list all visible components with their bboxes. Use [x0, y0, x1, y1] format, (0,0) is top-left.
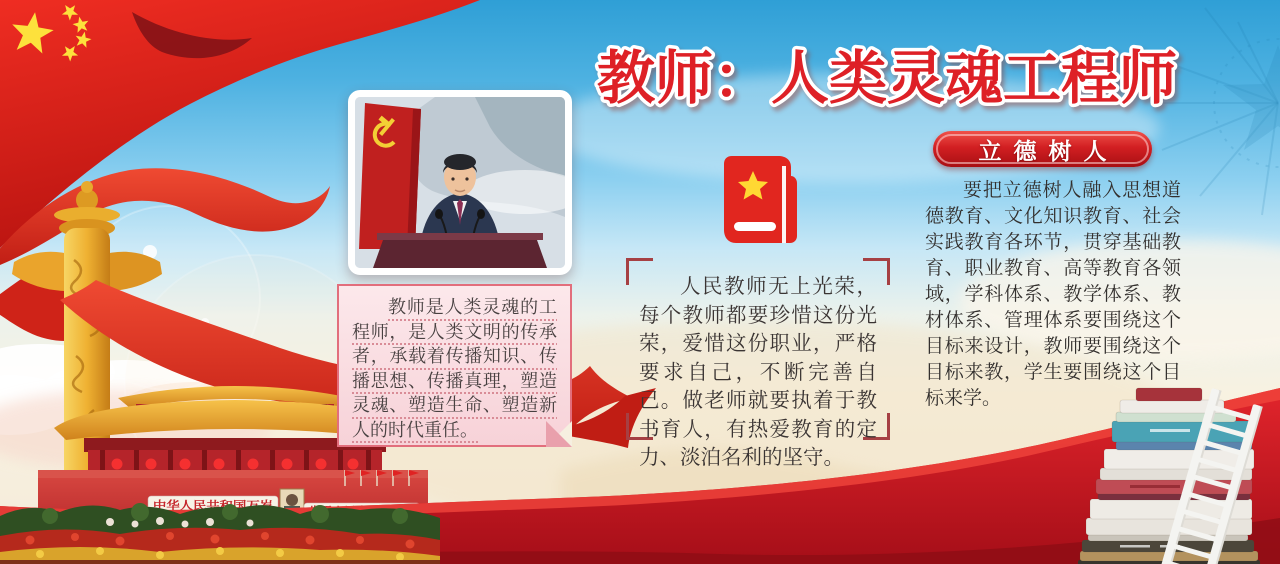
- note-text: 教师是人类灵魂的工程师，是人类文明的传承者，承载着传播知识、传播思想、传播真理，塑造灵魂、塑造生命、塑造新人的时代重任。: [352, 297, 557, 440]
- gate-banner-left-text: 中华人民共和国万岁: [153, 500, 252, 512]
- quote-text: 人民教师无上光荣，每个教师都要珍惜这份光荣，爱惜这份职业，严格要求自己，不断完善自己。做老师就要执着于教书育人，有热爱教育的定力、淡泊名利的坚守。: [639, 275, 877, 469]
- note-card: [337, 284, 572, 447]
- policy-paragraph: 要把立德树人融入思想道德教育、文化知识教育、社会实践教育各环节，贯穿基础教育、职业教育、高等教育各领域，学科体系、教学体系、教材体系、管理体系要围绕这个目标来设计，教师要围绕这个目标来教，学生要围绕这个目标来学。: [925, 180, 1181, 409]
- poster-title: [580, 30, 1195, 122]
- badge-label: 立德树人: [978, 137, 1119, 164]
- flower-bed: [0, 503, 440, 564]
- poster-title-text: 教师：人类灵魂工程师: [597, 46, 1177, 111]
- leader-photo: [348, 90, 572, 275]
- lide-shuren-badge: [933, 131, 1152, 167]
- quote-block: [626, 258, 890, 469]
- party-flag: [359, 103, 421, 249]
- red-book-with-star-icon: [716, 150, 806, 245]
- leader-photo-illustration: [355, 97, 565, 268]
